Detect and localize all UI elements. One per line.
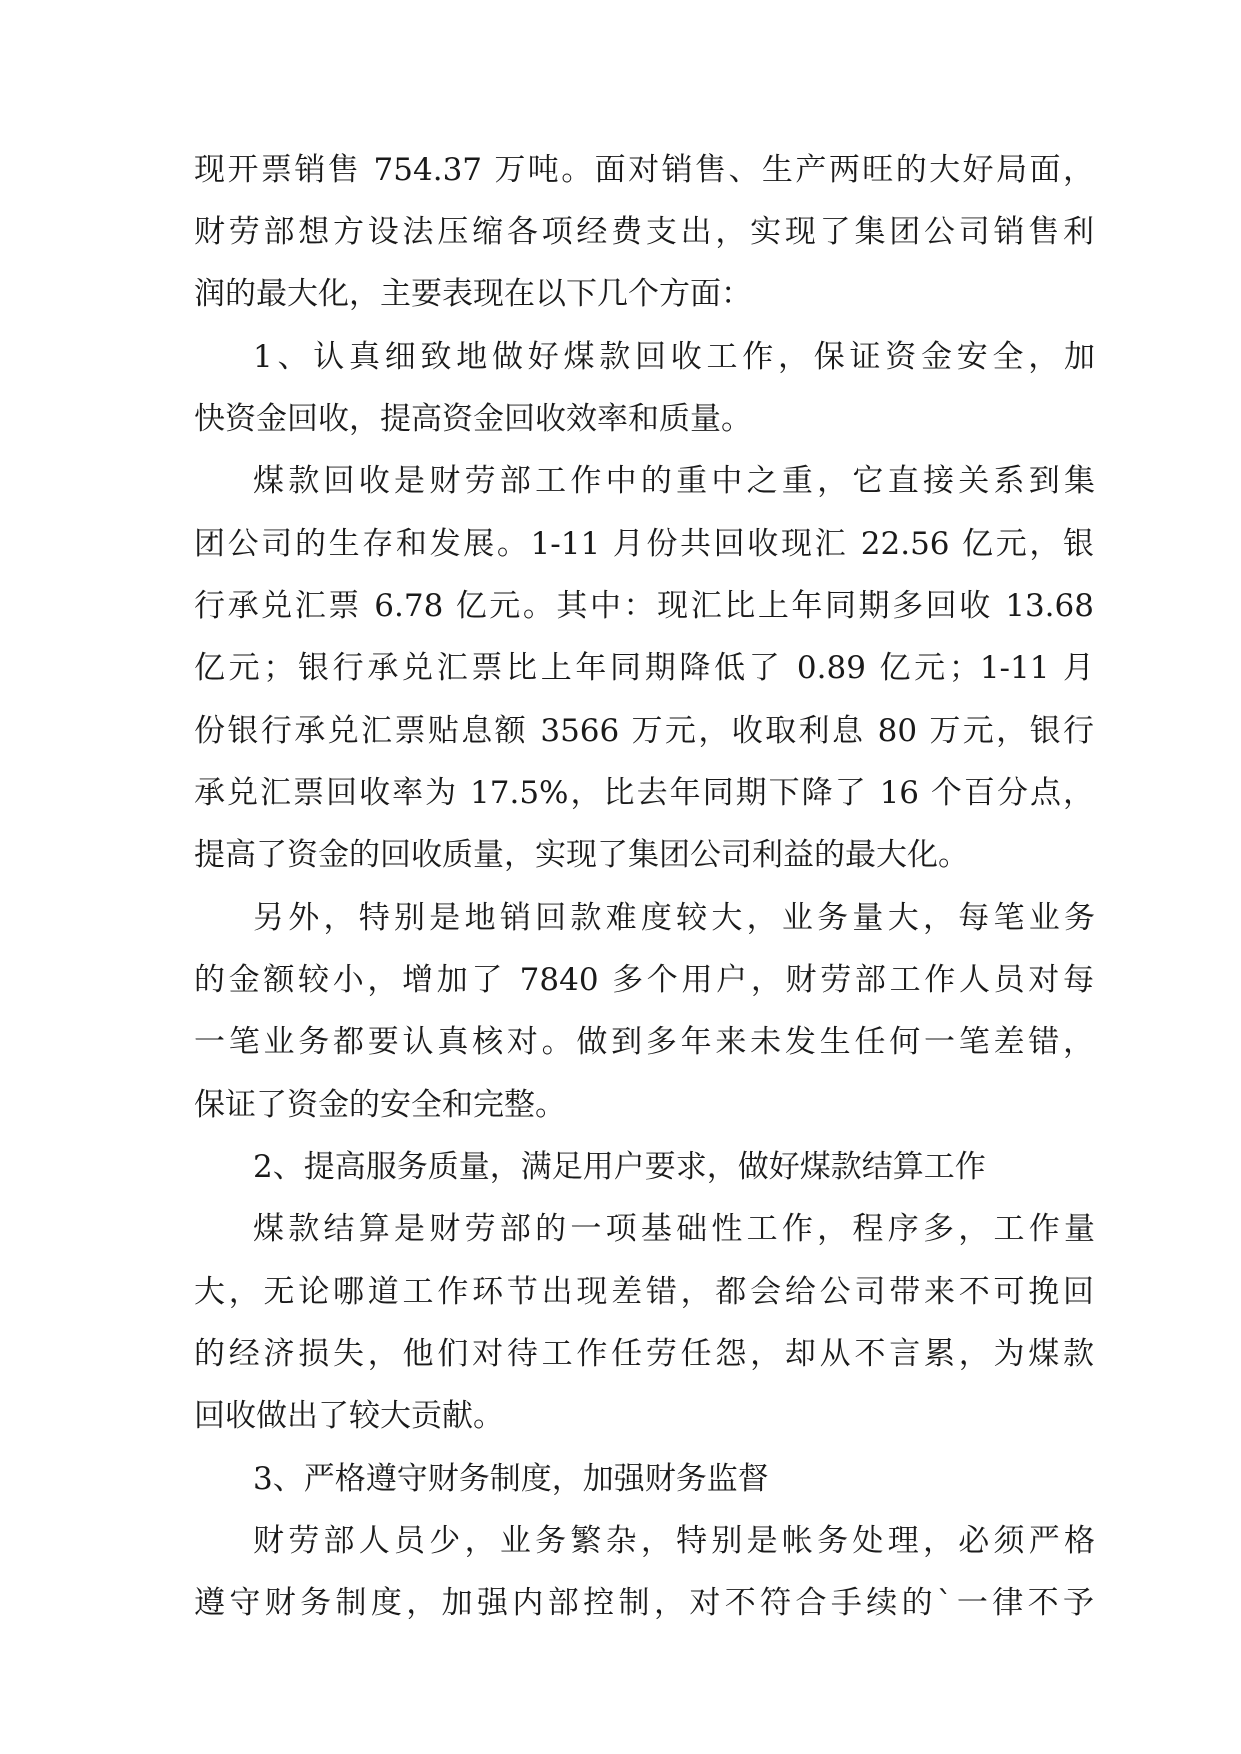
text-line: 财劳部想方设法压缩各项经费支出，实现了集团公司销售利 [194,214,1094,250]
text-line: 份银行承兑汇票贴息额 3566 万元，收取利息 80 万元，银行 [194,713,1094,749]
text-line: 团公司的生存和发展。1-11 月份共回收现汇 22.56 亿元，银 [194,526,1094,562]
text-line: 大，无论哪道工作环节出现差错，都会给公司带来不可挽回 [194,1274,1094,1310]
paragraph-first-line: 另外，特别是地销回款难度较大，业务量大，每笔业务 [253,900,1095,936]
text-line: 亿元；银行承兑汇票比上年同期降低了 0.89 亿元；1-11 月 [194,650,1094,686]
text-line: 现开票销售 754.37 万吨。面对销售、生产两旺的大好局面， [194,152,1094,188]
section-heading-1: 1、认真细致地做好煤款回收工作，保证资金安全，加 [253,339,1095,375]
text-line: 行承兑汇票 6.78 亿元。其中：现汇比上年同期多回收 13.68 [194,588,1094,624]
section-heading-2: 2、提高服务质量，满足用户要求，做好煤款结算工作 [253,1149,986,1185]
text-line: 提高了资金的回收质量，实现了集团公司利益的最大化。 [194,837,969,873]
paragraph-first-line: 煤款回收是财劳部工作中的重中之重，它直接关系到集 [253,463,1095,499]
text-line: 一笔业务都要认真核对。做到多年来未发生任何一笔差错， [194,1024,1094,1060]
text-line: 保证了资金的安全和完整。 [194,1087,566,1123]
text-line: 承兑汇票回收率为 17.5%，比去年同期下降了 16 个百分点， [194,775,1094,811]
text-line: 的经济损失，他们对待工作任劳任怨，却从不言累，为煤款 [194,1336,1094,1372]
text-line: 快资金回收，提高资金回收效率和质量。 [194,401,752,437]
text-line: 的金额较小，增加了 7840 多个用户，财劳部工作人员对每 [194,962,1094,998]
paragraph-first-line: 煤款结算是财劳部的一项基础性工作，程序多，工作量 [253,1211,1095,1247]
text-line: 遵守财务制度，加强内部控制，对不符合手续的`一律不予 [194,1585,1094,1621]
paragraph-first-line: 财劳部人员少，业务繁杂，特别是帐务处理，必须严格 [253,1523,1095,1559]
text-line: 回收做出了较大贡献。 [194,1398,504,1434]
section-heading-3: 3、严格遵守财务制度，加强财务监督 [253,1461,769,1497]
text-line: 润的最大化，主要表现在以下几个方面： [194,276,752,312]
